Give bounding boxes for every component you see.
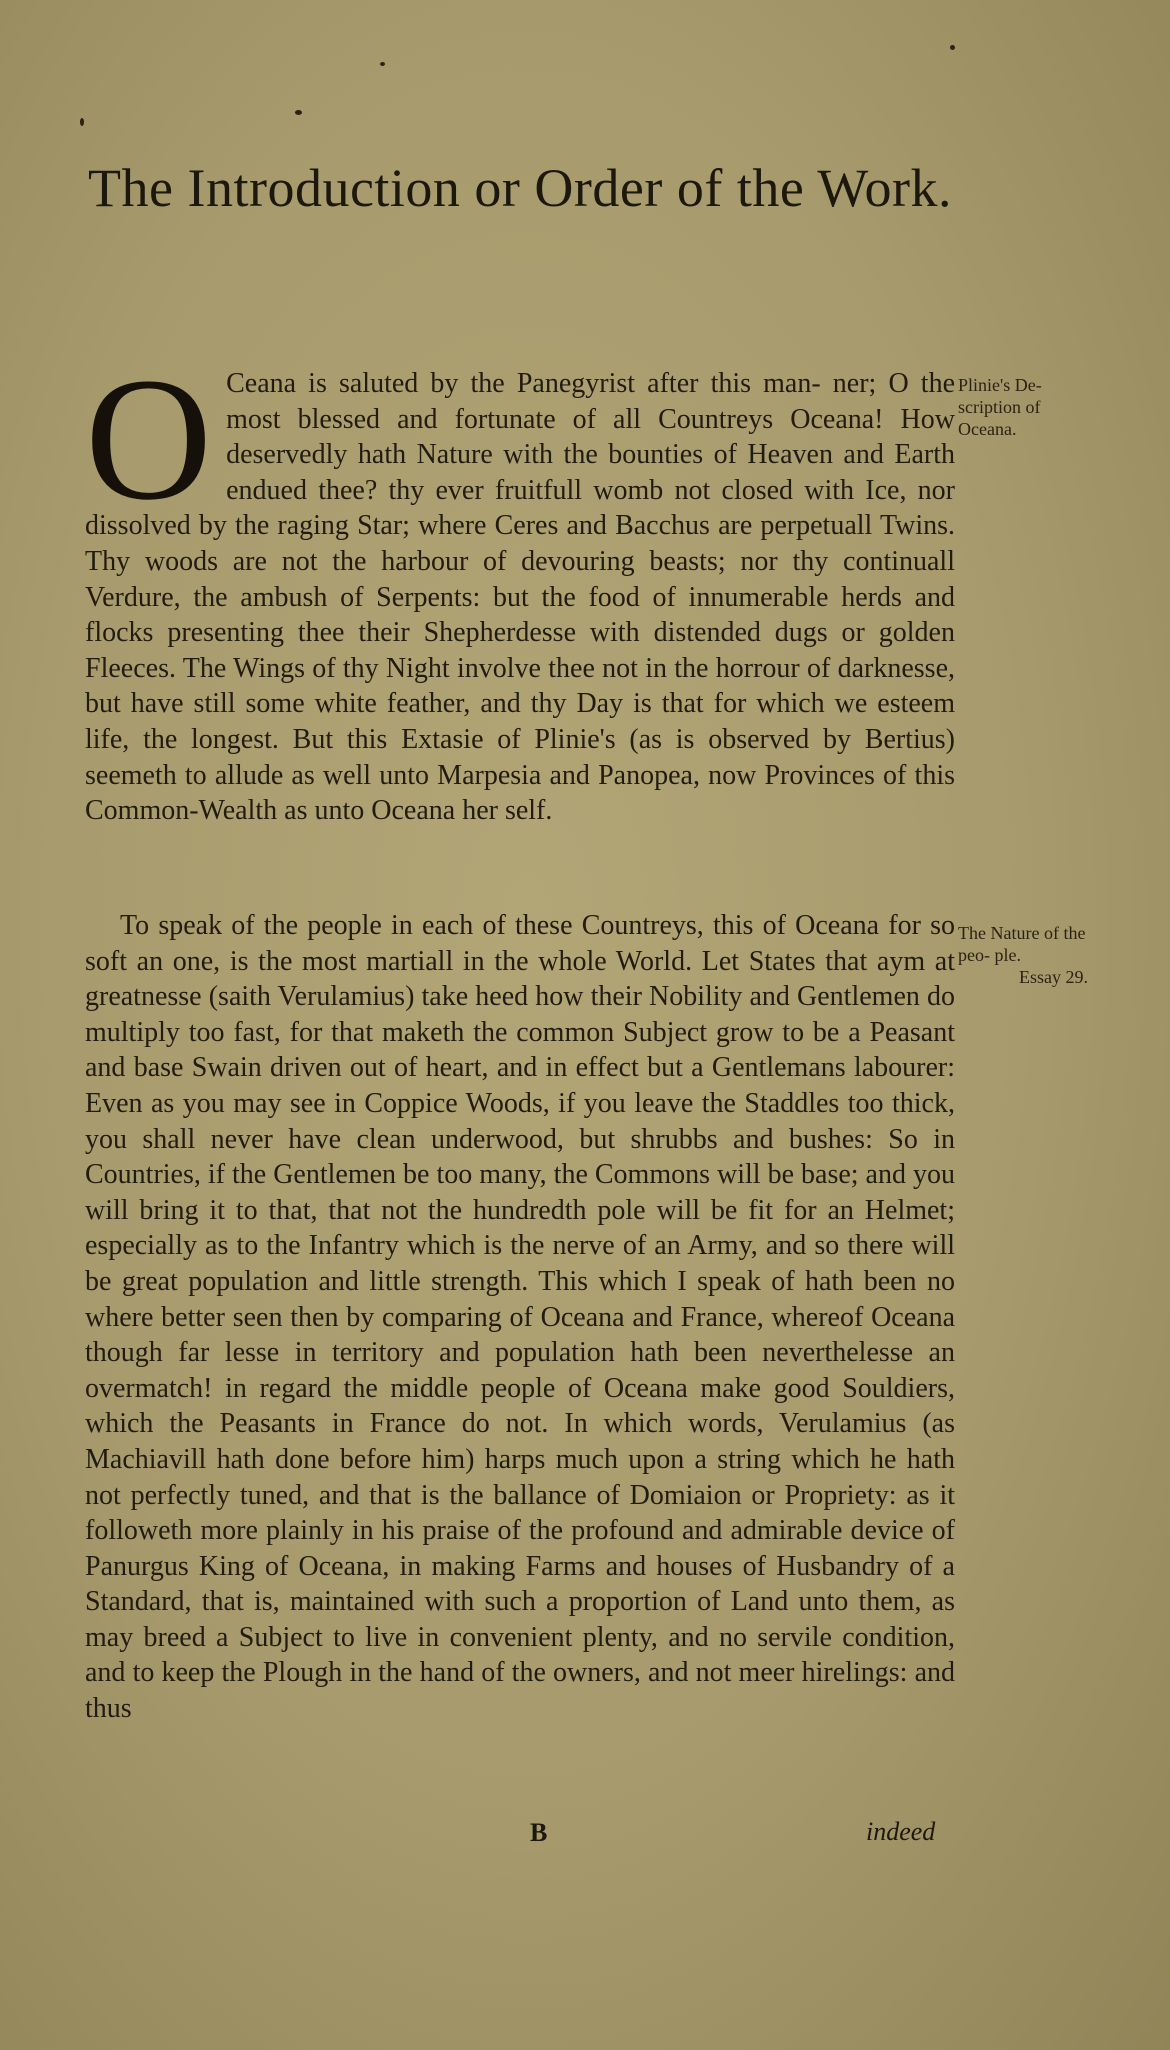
side-note-essay-ref: Essay 29. <box>1019 967 1088 987</box>
ink-speck <box>295 110 302 115</box>
signature-mark: B <box>530 1818 548 1847</box>
paragraph-1 <box>85 342 955 829</box>
paragraph-2-text: To speak of the people in each of these Countreys, this of Oceana for so soft an one, is the most martiall in the whole World. Let States that aym at greatnesse (saith Verulamius) take heed how their Nobility and Gentlemen do multiply too fast, for that maketh the common Subject grow to be a Peasant and base Swain driven out of heart, and in effect but a Gentlemans labourer: Even as you may see in Coppice Woods, if you leave the Staddles too thick, you shall never have clean underwood, but shrubbs and bushes: So in Countries, if the Gentlemen be too many, the Commons will be base; and you will bring it to that, that not the hundredth pole will be fit for an Helmet; especially as to the Infantry which is the nerve of an Army, and so there will be great population and little strength. This which I speak of hath been no where better seen then by comparing of Oceana and France, whereof Oceana though far lesse in territory and population hath been neverthelesse an overmatch! in regard the middle people of Oceana make good Souldiers, which the Peasants in France do not. In which words, Verulamius (as Machiavill hath done before him) harps much upon a string which he hath not perfectly tuned, and that is the ballance of Domiaion or Propriety: as it followeth more plainly in his praise of the profound and admirable device of Panurgus King of Oceana, in making Farms and houses of Husbandry of a Standard, that is, maintained with such a proportion of Land unto them, as may breed a Subject to live in convenient plenty, and no servile condition, and to keep the Plough in the hand of the owners, and not meer hirelings: and thus <box>85 910 955 1725</box>
side-note-2-text: The Nature of the peo- ple. <box>958 923 1086 965</box>
page-title: The Introduction or Order of the Work. <box>88 158 952 218</box>
paragraph-1-text: Ceana is saluted by the Panegyrist after this man- ner; O the most blessed and fortunate of all Countreys Oceana! How deservedly hath Nature with the bounties of Heaven and Earth endued thee? thy ever fruitfull womb not closed with Ice, nor dissolved by the raging Star; where Ceres and Bacchus are perpetuall Twins. Thy woods are not the harbour of devouring beasts; nor thy continuall Verdure, the ambush of Serpents: but the food of innumerable herds and flocks presenting thee their Shepherdesse with distended dugs or golden Fleeces. The Wings of thy Night involve thee not in the horrour of darknesse, but have still some white feather, and thy Day is that for which we esteem life, the longest. But this Extasie of Plinie's (as is observed by Bertius) seemeth to allude as well unto Marpesia and Panopea, now Provinces of this Common-Wealth as unto Oceana her self. <box>85 368 955 827</box>
side-note-description <box>958 374 1098 440</box>
ink-speck <box>950 45 955 50</box>
ink-speck <box>380 62 385 66</box>
paragraph-2 <box>85 908 955 1727</box>
catchword: indeed <box>866 1817 936 1846</box>
drop-cap: O <box>85 342 213 537</box>
side-note-nature <box>958 922 1098 988</box>
side-note-1-text: Plinie's De- scription of Oceana. <box>958 375 1042 439</box>
ink-speck <box>80 118 84 126</box>
